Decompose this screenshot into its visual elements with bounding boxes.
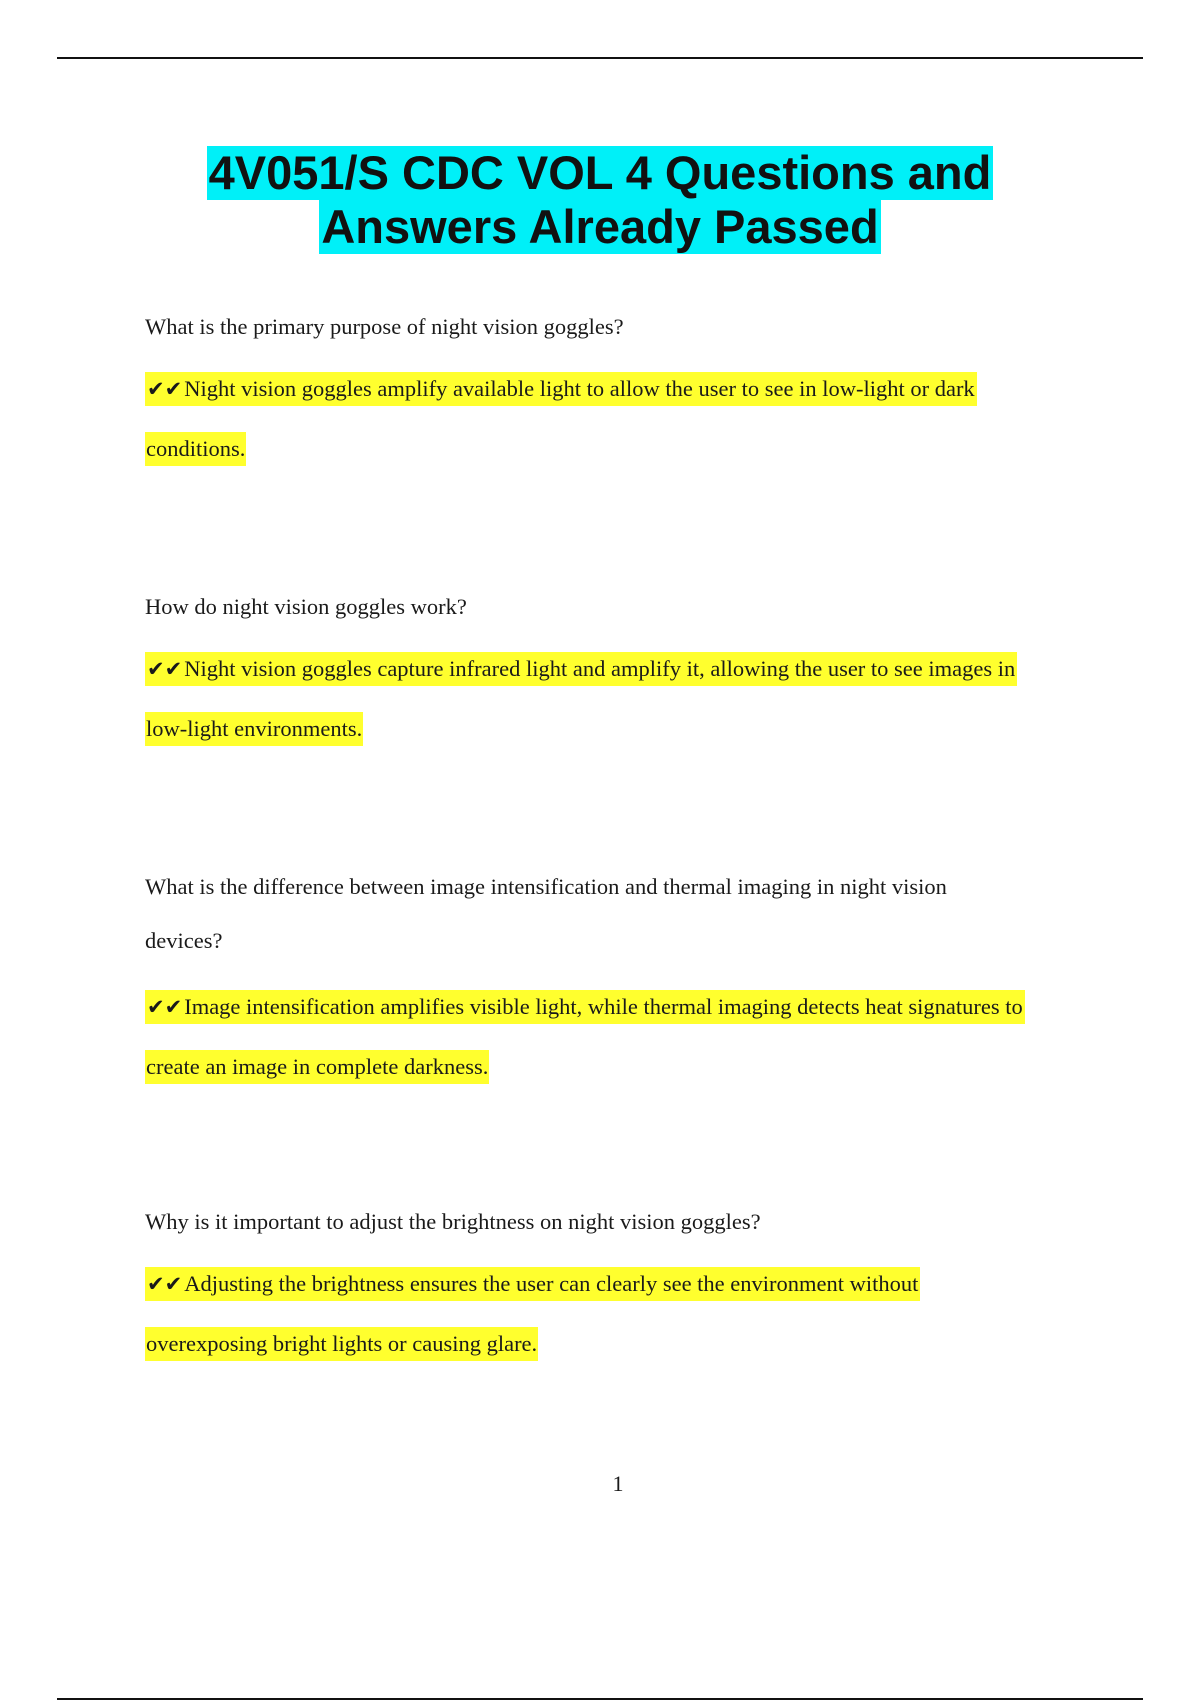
answer-line <box>145 372 977 406</box>
check-mark-icon: ✔✔ <box>147 377 183 401</box>
question-text: How do night vision goggles work? <box>145 594 467 619</box>
check-mark-icon: ✔✔ <box>147 995 183 1019</box>
qa-item <box>145 1195 1095 1387</box>
title-line: Answers Already Passed <box>321 200 879 253</box>
answer-line <box>145 990 1025 1024</box>
page-number: 1 <box>612 1471 624 1496</box>
answer-text: Adjusting the brightness ensures the user can clearly see the environment without <box>184 1271 919 1296</box>
top-rule <box>57 57 1143 59</box>
qa-item <box>145 580 1095 772</box>
answer-text: low-light environments. <box>145 712 363 746</box>
document-title <box>0 146 1200 254</box>
answer-text: overexposing bright lights or causing glare. <box>145 1327 538 1361</box>
question-text: What is the primary purpose of night vision goggles? <box>145 314 624 339</box>
qa-item <box>145 860 1095 1110</box>
qa-item <box>145 300 1095 492</box>
question-text: devices? <box>145 928 223 953</box>
check-mark-icon: ✔✔ <box>147 1272 183 1296</box>
question-text: What is the difference between image intensification and thermal imaging in night vision <box>145 874 947 899</box>
answer-line <box>145 652 1017 686</box>
answer-text: Night vision goggles amplify available light to allow the user to see in low-light or dark <box>184 376 975 401</box>
answer-text: conditions. <box>145 432 246 466</box>
title-line: 4V051/S CDC VOL 4 Questions and <box>208 146 992 199</box>
answer-text: Night vision goggles capture infrared light and amplify it, allowing the user to see images in <box>184 656 1016 681</box>
check-mark-icon: ✔✔ <box>147 657 183 681</box>
answer-line <box>145 1267 920 1301</box>
answer-text: create an image in complete darkness. <box>145 1050 489 1084</box>
question-text: Why is it important to adjust the brightness on night vision goggles? <box>145 1209 761 1234</box>
answer-text: Image intensification amplifies visible light, while thermal imaging detects heat signatures to <box>184 994 1023 1019</box>
